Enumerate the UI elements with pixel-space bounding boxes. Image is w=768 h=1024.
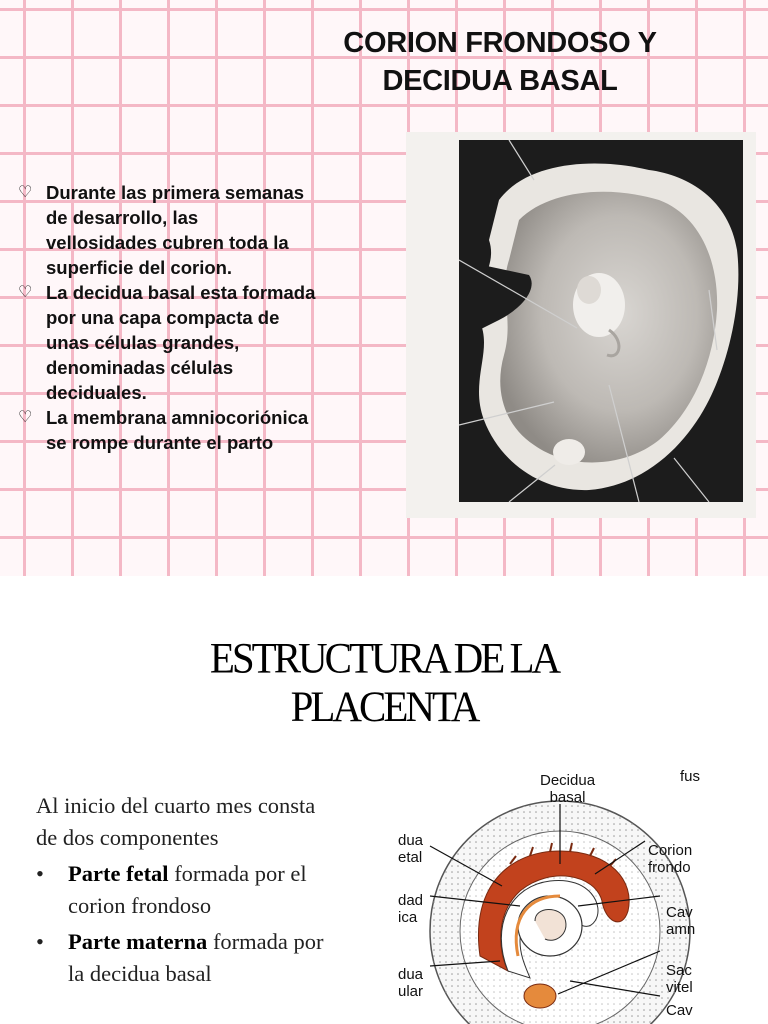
label-left-bottom xyxy=(398,966,423,1000)
bullet-dot-icon: • xyxy=(36,861,44,886)
label-line: dad xyxy=(398,892,424,909)
heart-icon: ♡ xyxy=(18,184,33,201)
bullet-text xyxy=(46,280,315,405)
bullet-bold: Parte materna xyxy=(68,929,208,954)
label-saco-vitelino xyxy=(666,962,693,996)
bullet-line: de desarrollo, las xyxy=(46,207,199,228)
bullet-text xyxy=(46,405,308,455)
slide1-bullet-list xyxy=(18,180,378,455)
label-line: ica xyxy=(398,909,418,926)
bullet-text xyxy=(46,180,304,280)
bullet-line: Durante las primera semanas xyxy=(46,182,305,203)
label-line: ular xyxy=(398,983,424,1000)
bullet-dot-icon: • xyxy=(36,929,44,954)
label-top-right: fus xyxy=(680,768,701,785)
slide-estructura-placenta xyxy=(0,576,768,1024)
bullet-line: unas células grandes, xyxy=(46,332,240,353)
label-left-mid xyxy=(398,892,423,926)
list-item xyxy=(18,180,378,280)
label-cavidad-amniotica xyxy=(666,904,695,938)
slide1-title xyxy=(290,24,710,100)
label-line: dua xyxy=(398,966,424,983)
bullet-line: vellosidades cubren toda la xyxy=(46,232,289,253)
placenta-diagram xyxy=(390,756,768,1024)
label-line: Cav xyxy=(666,1002,693,1019)
label-left-top xyxy=(398,832,423,866)
slide2-title xyxy=(0,634,768,731)
slide1-title-line: DECIDUA BASAL xyxy=(382,65,618,97)
bullet-bold: Parte fetal xyxy=(68,861,169,886)
label-line: Sac xyxy=(666,962,692,979)
heart-icon: ♡ xyxy=(18,409,33,426)
label-line: vitel xyxy=(666,979,693,996)
bullet-line: La decidua basal esta formada xyxy=(46,282,316,303)
intro-line: de dos componentes xyxy=(36,825,219,850)
label-line: Corion xyxy=(648,842,693,859)
bullet-rest: formada por xyxy=(207,929,324,954)
label-corion-frondoso xyxy=(648,842,692,876)
slide2-title-line: ESTRUCTURA DE LA xyxy=(209,633,559,682)
bullet-line: se rompe durante el parto xyxy=(46,432,274,453)
list-item xyxy=(36,926,386,990)
bullet-line: La membrana amniocoriónica xyxy=(46,407,309,428)
bullet-line: denominadas células xyxy=(46,357,234,378)
slide2-body xyxy=(36,790,386,990)
label-cavidad-coriónica xyxy=(666,1002,693,1019)
heart-icon: ♡ xyxy=(18,284,33,301)
bullet-line2: corion frondoso xyxy=(68,893,212,918)
slide1-title-line: CORION FRONDOSO Y xyxy=(343,27,657,59)
list-item xyxy=(18,405,378,455)
bullet-line: por una capa compacta de xyxy=(46,307,280,328)
label-line: etal xyxy=(398,849,423,866)
bullet-line2: la decidua basal xyxy=(68,961,212,986)
bullet-line: deciduales. xyxy=(46,382,147,403)
bullet-rest: formada por el xyxy=(168,861,307,886)
label-line: frondo xyxy=(648,859,691,876)
label-line: basal xyxy=(549,789,586,806)
label-line: amn xyxy=(666,921,696,938)
label-decidua-basal xyxy=(540,772,595,806)
bullet-line: superficie del corion. xyxy=(46,257,233,278)
list-item xyxy=(18,280,378,405)
slide2-title-line: PLACENTA xyxy=(290,682,478,731)
micrograph-figure xyxy=(406,132,756,518)
label-line: dua xyxy=(398,832,424,849)
embryo-micrograph-icon xyxy=(459,140,743,502)
label-line: Decidua xyxy=(540,772,596,789)
list-item xyxy=(36,858,386,922)
intro-line: Al inicio del cuarto mes consta xyxy=(36,793,316,818)
label-line: Cav xyxy=(666,904,693,921)
